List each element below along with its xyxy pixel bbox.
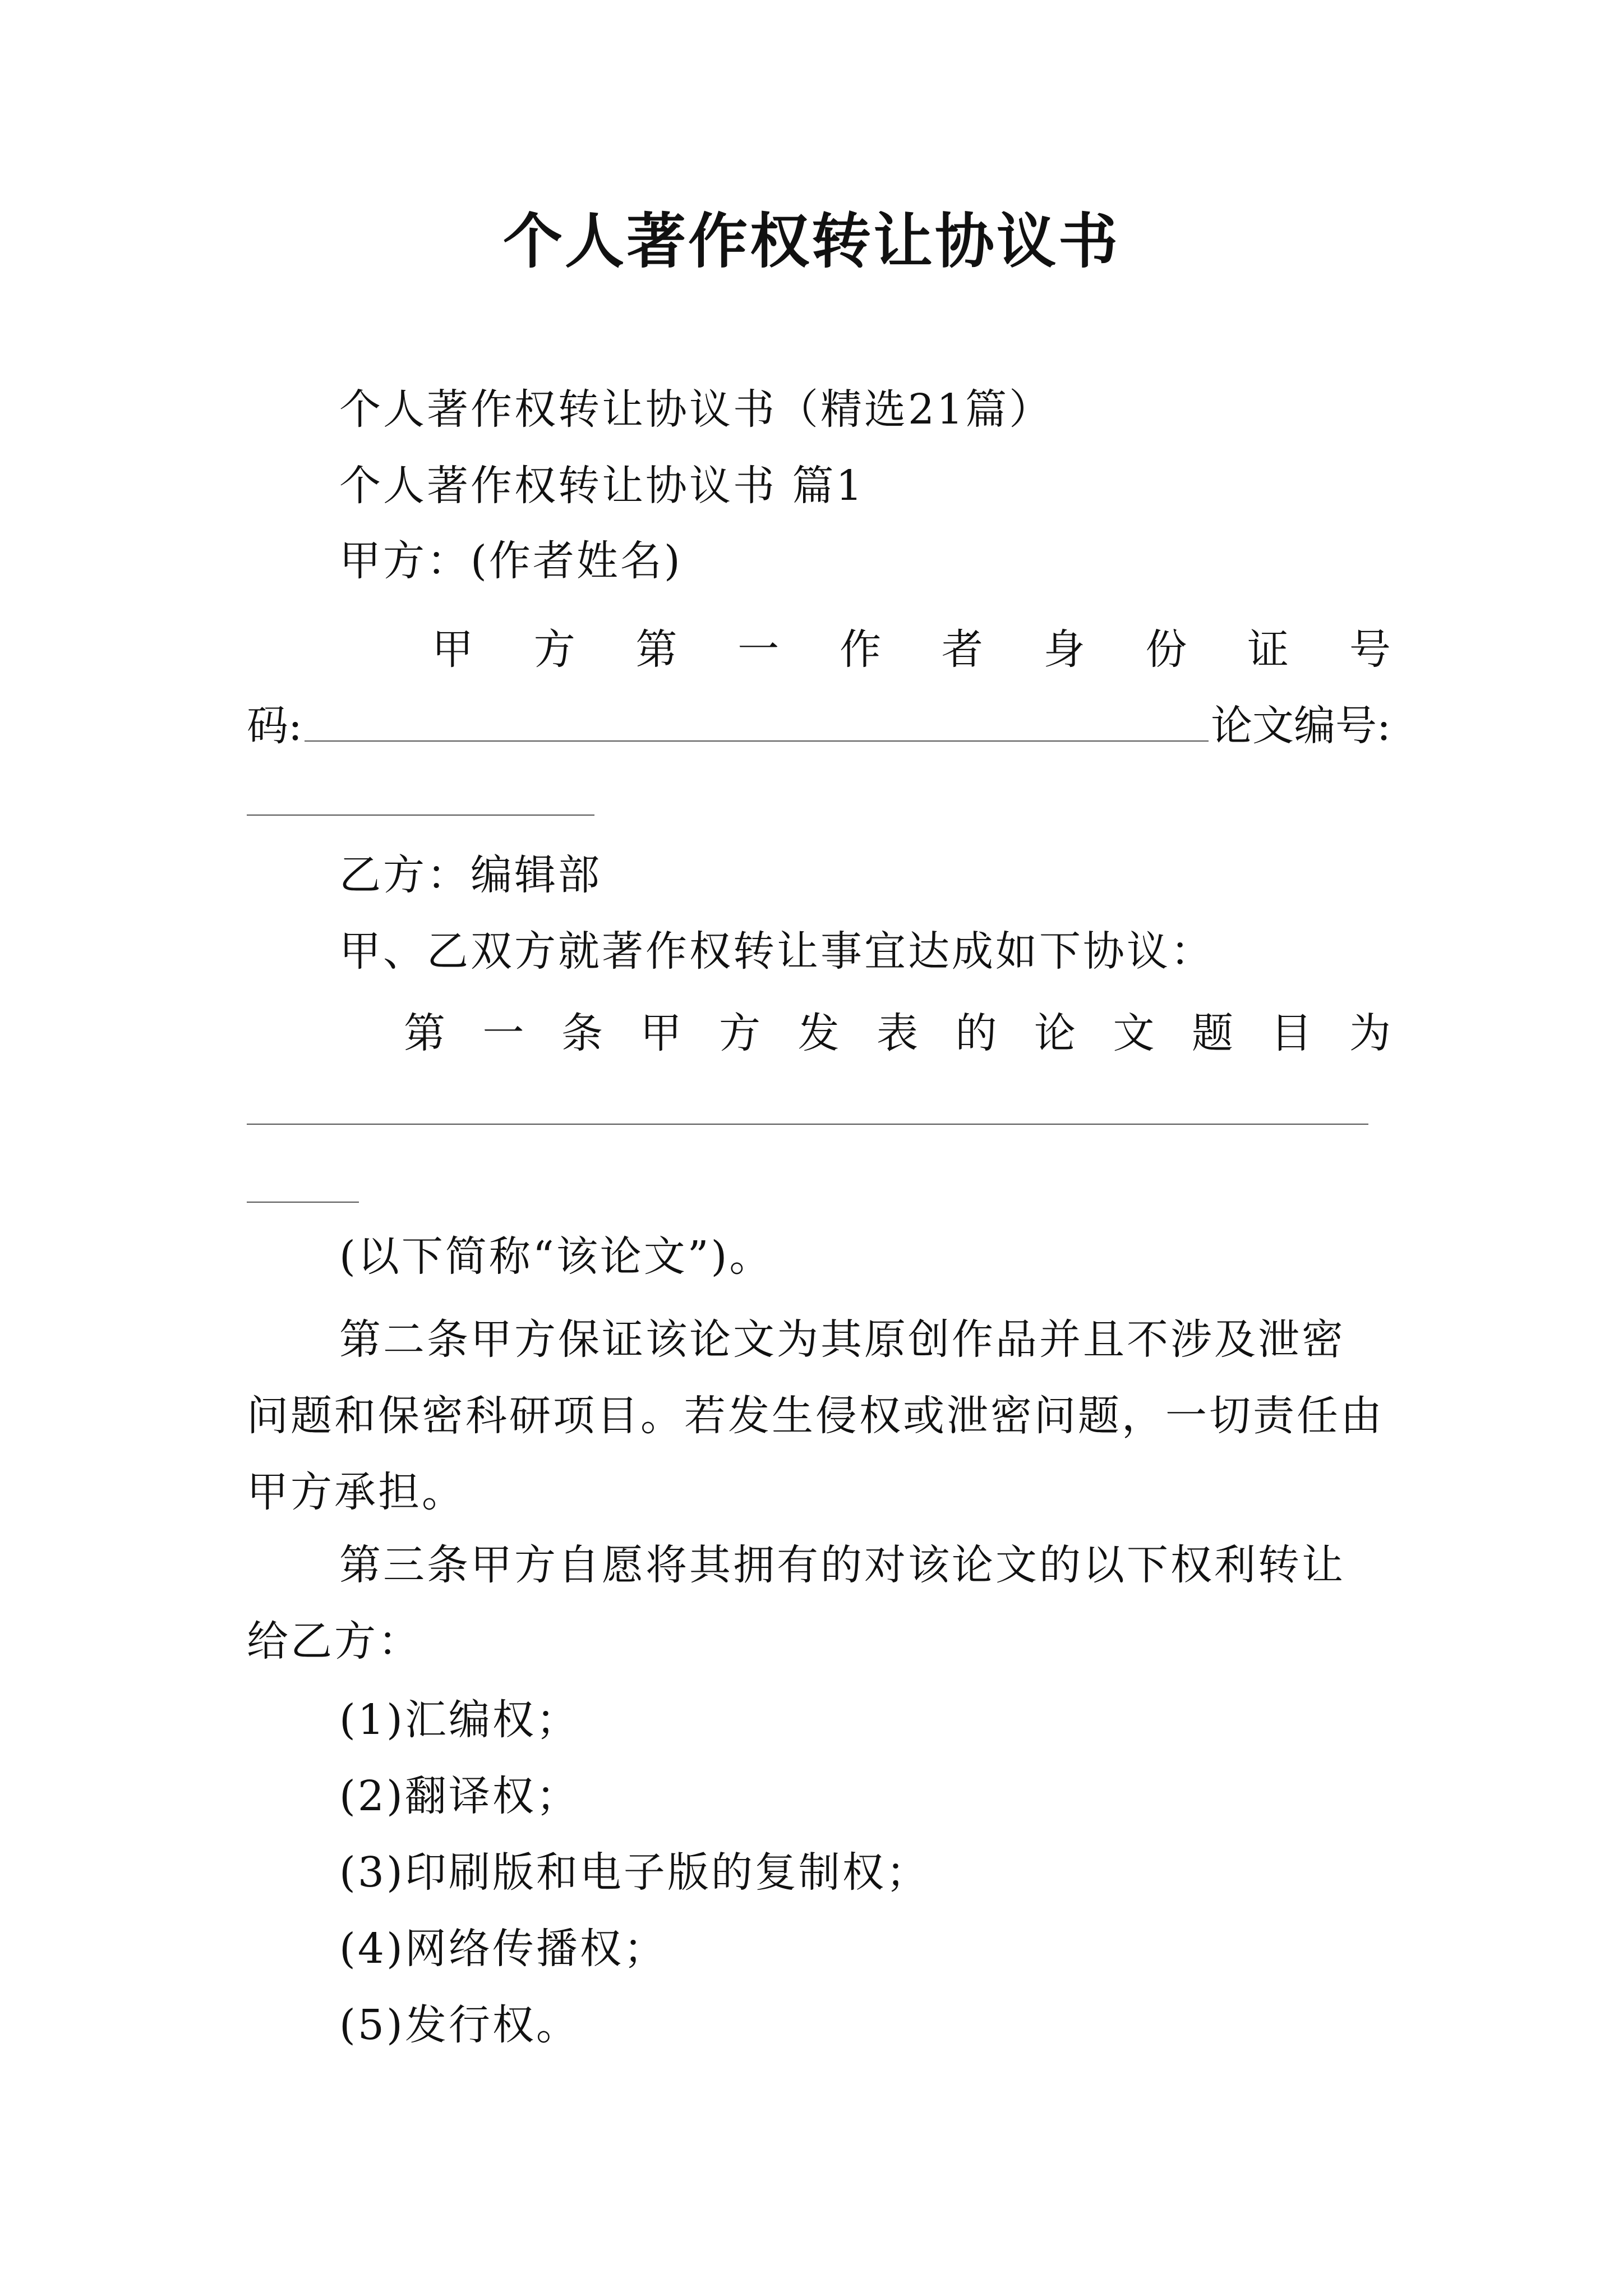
paper-title-field-line1[interactable]: [247, 1124, 1368, 1125]
paper-title-field-line2[interactable]: [247, 1202, 359, 1203]
chapter-heading: 个人著作权转让协议书 篇1: [339, 462, 865, 510]
id-number-row: [247, 698, 1391, 754]
subtitle: 个人著作权转让协议书（精选21篇）: [339, 385, 1053, 434]
id-label-char: 第: [635, 625, 677, 674]
id-number-field[interactable]: [305, 740, 1209, 742]
list-item: (2)翻译权；: [339, 1772, 580, 1820]
paper-number-label: 论文编号:: [1211, 702, 1391, 750]
party-b-line: 乙方：编辑部: [339, 851, 602, 899]
article-1-char: 第: [404, 1009, 445, 1057]
list-item: (5)发行权。: [339, 2001, 580, 2049]
id-label-char: 份: [1145, 625, 1187, 674]
article-3-line1: 第三条甲方自愿将其拥有的对该论文的以下权利转让: [339, 1541, 1345, 1589]
id-label-char: 号: [1349, 625, 1391, 674]
article-1-char: 条: [561, 1009, 603, 1057]
article-2-line1: 第二条甲方保证该论文为其原创作品并且不涉及泄密: [339, 1315, 1345, 1364]
id-label-char: 方: [533, 625, 575, 674]
page-title: 个人著作权转让协议书: [503, 206, 1120, 276]
article-1-char: 方: [719, 1009, 760, 1057]
article-1-char: 题: [1192, 1009, 1233, 1057]
id-label-char: 作: [840, 625, 882, 674]
id-number-label-spread: [432, 622, 1391, 678]
article-1-char: 文: [1113, 1009, 1155, 1057]
article-2-line2: 问题和保密科研项目。若发生侵权或泄密问题，一切责任由: [247, 1392, 1384, 1440]
article-1-char: 为: [1349, 1009, 1391, 1057]
id-label-char: 甲: [432, 625, 473, 674]
article-3-line2: 给乙方：: [247, 1617, 422, 1665]
article-1-char: 一: [482, 1009, 524, 1057]
paper-number-field[interactable]: [247, 815, 594, 816]
list-item: (1)汇编权；: [339, 1696, 580, 1744]
agreement-intro: 甲、乙双方就著作权转让事宜达成如下协议：: [339, 927, 1214, 976]
id-label-char: 一: [737, 625, 780, 674]
article-1-tail: (以下简称“该论文”)。: [339, 1232, 773, 1281]
article-1-char: 表: [877, 1009, 918, 1057]
article-1-char: 的: [955, 1009, 997, 1057]
article-1-char: 论: [1034, 1009, 1076, 1057]
article-1-char: 甲: [640, 1009, 682, 1057]
article-1-char: 发: [797, 1009, 840, 1057]
id-label-char: 者: [941, 625, 983, 674]
party-a-line: 甲方：(作者姓名): [339, 537, 683, 585]
list-item: (4)网络传播权；: [339, 1925, 667, 1973]
article-1-char: 目: [1270, 1009, 1312, 1057]
id-label-char: 身: [1043, 625, 1085, 674]
list-item: (3)印刷版和电子版的复制权；: [339, 1848, 930, 1897]
article-2-line3: 甲方承担。: [247, 1468, 465, 1516]
id-number-label-tail: 码:: [247, 702, 302, 750]
article-1-spread: [404, 1005, 1391, 1061]
id-label-char: 证: [1247, 625, 1289, 674]
